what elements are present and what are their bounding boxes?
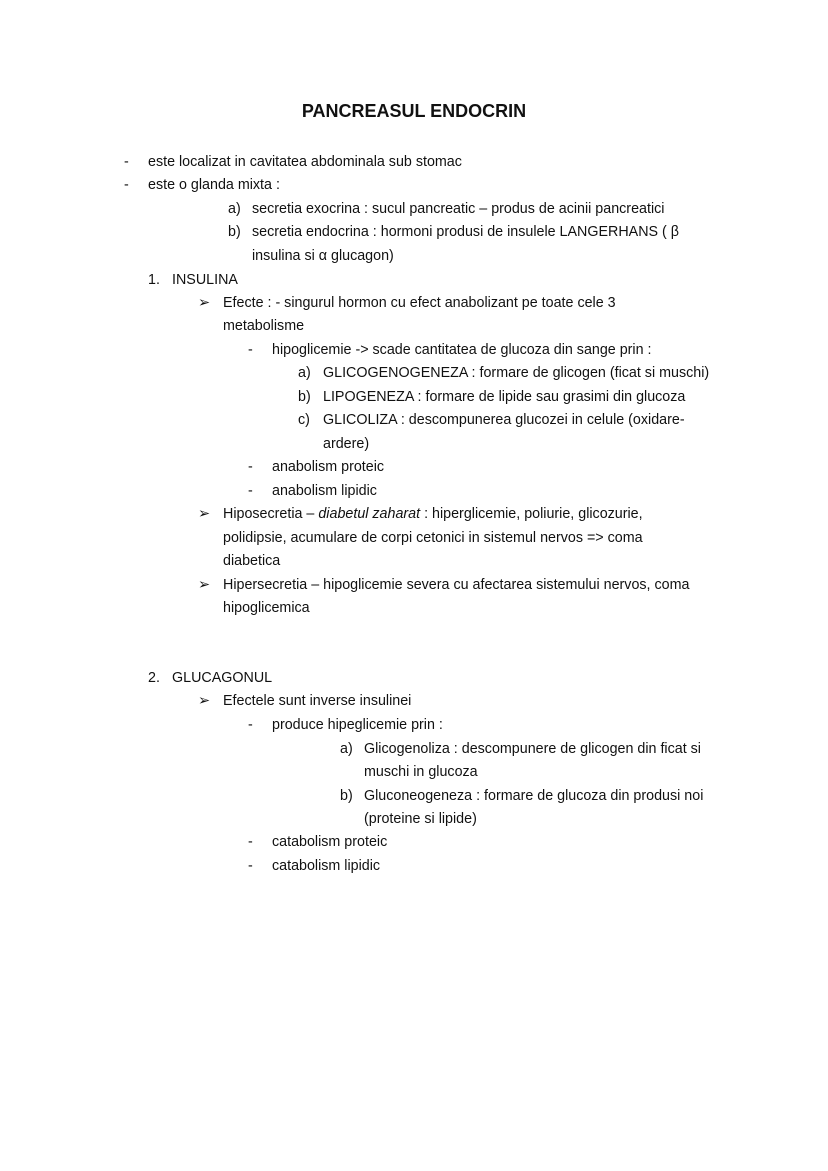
text-run: secretia endocrina : hormoni produsi de insulele LANGERHANS ( β: [252, 224, 680, 240]
text-run: este o glanda mixta :: [148, 177, 280, 193]
text-line: [272, 340, 652, 360]
text-line: [223, 551, 280, 571]
text-line: [272, 715, 443, 735]
text-run: secretia exocrina : sucul pancreatic – produs de acinii pancreatici: [252, 201, 665, 217]
arrow-bullet-icon: ➢: [198, 693, 210, 709]
arrow-bullet-icon: ➢: [198, 506, 210, 522]
list-marker: b): [228, 224, 241, 240]
list-marker: a): [228, 201, 241, 217]
list-marker: -: [248, 858, 253, 874]
text-run: ardere): [323, 436, 370, 452]
text-run: Hiposecretia –: [223, 506, 319, 522]
text-run: GLICOLIZA : descompunerea glucozei in celule (oxidare-: [323, 412, 685, 428]
text-run: Glicogenoliza : descompunere de glicogen din ficat si: [364, 741, 701, 757]
text-run: este localizat in cavitatea abdominala sub stomac: [148, 154, 462, 170]
text-run: GLICOGENOGENEZA : formare de glicogen (ficat si muschi): [323, 365, 710, 381]
text-line: [223, 528, 643, 548]
text-run: diabetica: [223, 553, 281, 569]
text-run: Hipersecretia – hipoglicemie severa cu afectarea sistemului nervos, coma: [223, 577, 690, 593]
list-marker: -: [124, 154, 129, 170]
list-marker: -: [248, 483, 253, 499]
text-line: [223, 598, 310, 618]
arrow-bullet-icon: ➢: [198, 295, 210, 311]
list-marker: -: [248, 342, 253, 358]
text-line: [272, 457, 384, 477]
text-run: catabolism lipidic: [272, 858, 381, 874]
text-line: [172, 668, 272, 688]
text-line: [323, 363, 709, 383]
text-run: polidipsie, acumulare de corpi cetonici in sistemul nervos => coma: [223, 530, 643, 546]
text-line: [364, 786, 703, 806]
text-run: LIPOGENEZA : formare de lipide sau grasimi din glucoza: [323, 389, 686, 405]
text-line: [252, 246, 394, 266]
text-run: INSULINA: [172, 272, 238, 288]
italic-text: diabetul zaharat: [318, 506, 421, 522]
text-run: Efecte : - singurul hormon cu efect anabolizant pe toate cele 3: [223, 295, 616, 311]
text-line: [323, 434, 369, 454]
list-marker: 2.: [148, 670, 160, 686]
text-line: [364, 762, 478, 782]
text-line: [172, 270, 238, 290]
text-line: [148, 175, 280, 195]
list-marker: a): [298, 365, 311, 381]
text-line: [223, 316, 304, 336]
text-run: catabolism proteic: [272, 834, 388, 850]
list-marker: a): [340, 741, 353, 757]
text-run: Gluconeogeneza : formare de glucoza din produsi noi: [364, 788, 704, 804]
list-marker: -: [248, 717, 253, 733]
text-run: anabolism lipidic: [272, 483, 377, 499]
text-run: muschi in glucoza: [364, 764, 478, 780]
text-line: [223, 293, 616, 313]
text-run: hipoglicemica: [223, 600, 310, 616]
text-run: hipoglicemie -> scade cantitatea de glucoza din sange prin :: [272, 342, 652, 358]
arrow-bullet-icon: ➢: [198, 577, 210, 593]
text-run: : hiperglicemie, poliurie, glicozurie,: [420, 506, 643, 522]
text-line: [323, 387, 685, 407]
text-line: [148, 152, 462, 172]
text-line: [272, 832, 387, 852]
document-title: PANCREASUL ENDOCRIN: [301, 101, 527, 121]
text-line: [364, 809, 477, 829]
text-line: [323, 410, 685, 430]
text-line: [252, 199, 664, 219]
list-marker: -: [248, 459, 253, 475]
list-marker: c): [298, 412, 310, 428]
list-marker: b): [340, 788, 353, 804]
text-line: [223, 691, 411, 711]
list-marker: -: [248, 834, 253, 850]
text-line: [364, 739, 701, 759]
list-marker: b): [298, 389, 311, 405]
text-line: [272, 481, 377, 501]
text-run: GLUCAGONUL: [172, 670, 273, 686]
list-marker: 1.: [148, 272, 160, 288]
text-run: (proteine si lipide): [364, 811, 477, 827]
text-run: produce hipeglicemie prin :: [272, 717, 443, 733]
text-run: insulina si α glucagon): [252, 248, 394, 264]
text-run: metabolisme: [223, 318, 305, 334]
text-run: Efectele sunt inverse insulinei: [223, 693, 412, 709]
text-line: [223, 575, 689, 595]
text-line: [223, 504, 643, 524]
text-line: [272, 856, 380, 876]
text-run: anabolism proteic: [272, 459, 385, 475]
list-marker: -: [124, 177, 129, 193]
text-line: [252, 222, 679, 242]
